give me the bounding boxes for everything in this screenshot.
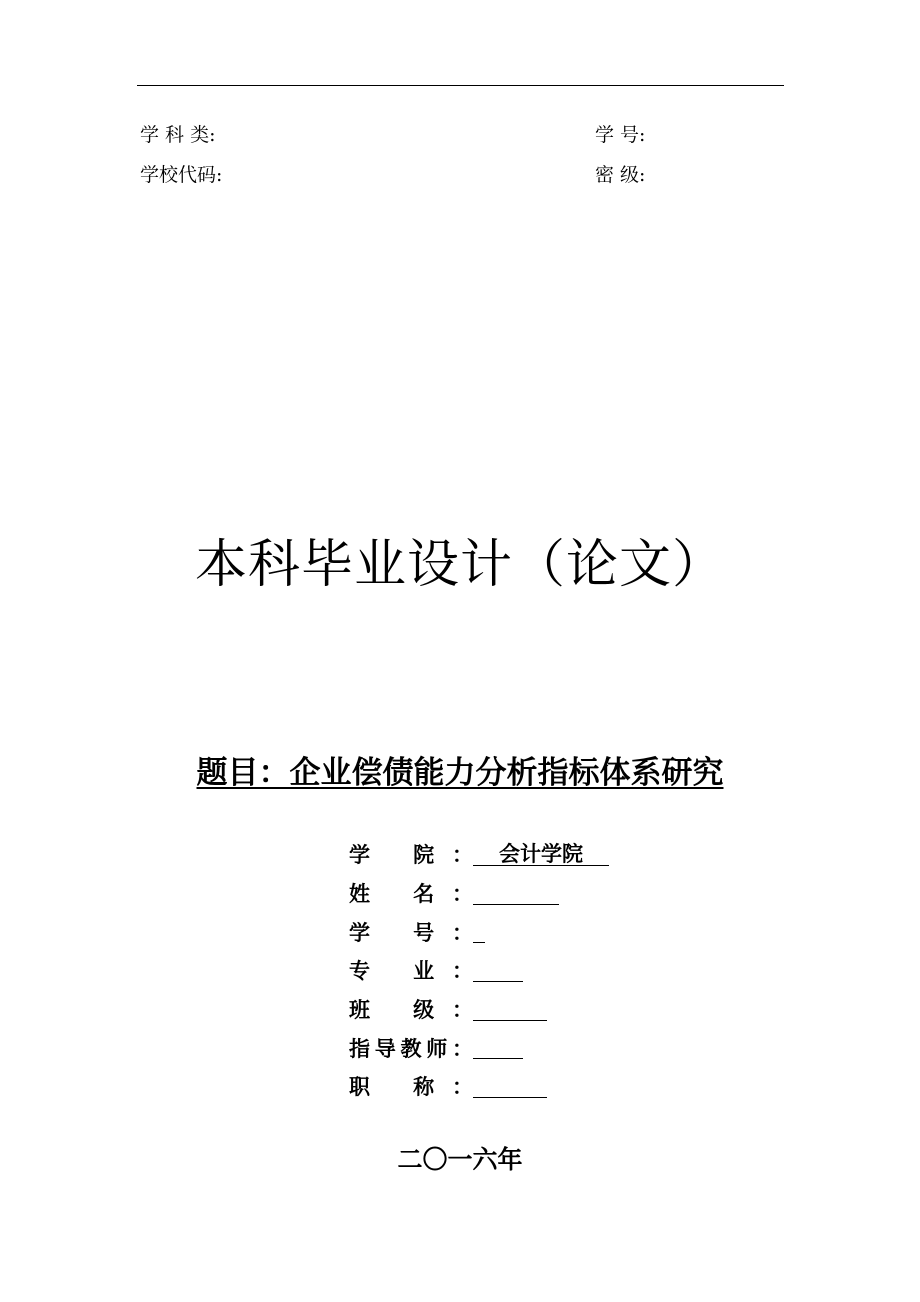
college-label: 学 院： xyxy=(349,843,473,868)
school-code-label: 学校代码: xyxy=(140,164,223,186)
advisor-value xyxy=(473,1036,523,1059)
info-row-professional-title xyxy=(349,1067,609,1106)
student-number-label-top: 学 号: xyxy=(595,124,646,146)
thesis-topic xyxy=(0,752,920,794)
student-info-block xyxy=(349,835,609,1106)
security-level-label: 密 级: xyxy=(595,164,646,186)
class-value xyxy=(473,998,547,1021)
info-row-class xyxy=(349,990,609,1029)
student-number-value xyxy=(473,920,485,943)
info-row-advisor xyxy=(349,1028,609,1067)
info-row-major xyxy=(349,951,609,990)
name-value xyxy=(473,882,559,905)
professional-title-value xyxy=(473,1075,547,1098)
info-row-name xyxy=(349,874,609,913)
student-number-label: 学 号： xyxy=(349,920,473,945)
class-label: 班 级： xyxy=(349,998,473,1023)
top-rule xyxy=(137,85,784,86)
professional-title-label: 职 称： xyxy=(349,1075,473,1100)
thesis-topic-text: 题目：企业偿债能力分析指标体系研究 xyxy=(196,755,724,791)
info-row-student-number xyxy=(349,912,609,951)
subject-category-label: 学 科 类: xyxy=(140,124,216,146)
major-value xyxy=(473,959,523,982)
info-row-college xyxy=(349,835,609,874)
advisor-label: 指导教师： xyxy=(349,1036,473,1061)
document-title: 本科毕业设计（论文） xyxy=(194,535,725,595)
major-label: 专 业： xyxy=(349,959,473,984)
college-value: 会计学院 xyxy=(473,843,609,866)
year: 二〇一六年 xyxy=(397,1145,523,1174)
name-label: 姓 名： xyxy=(349,882,473,907)
